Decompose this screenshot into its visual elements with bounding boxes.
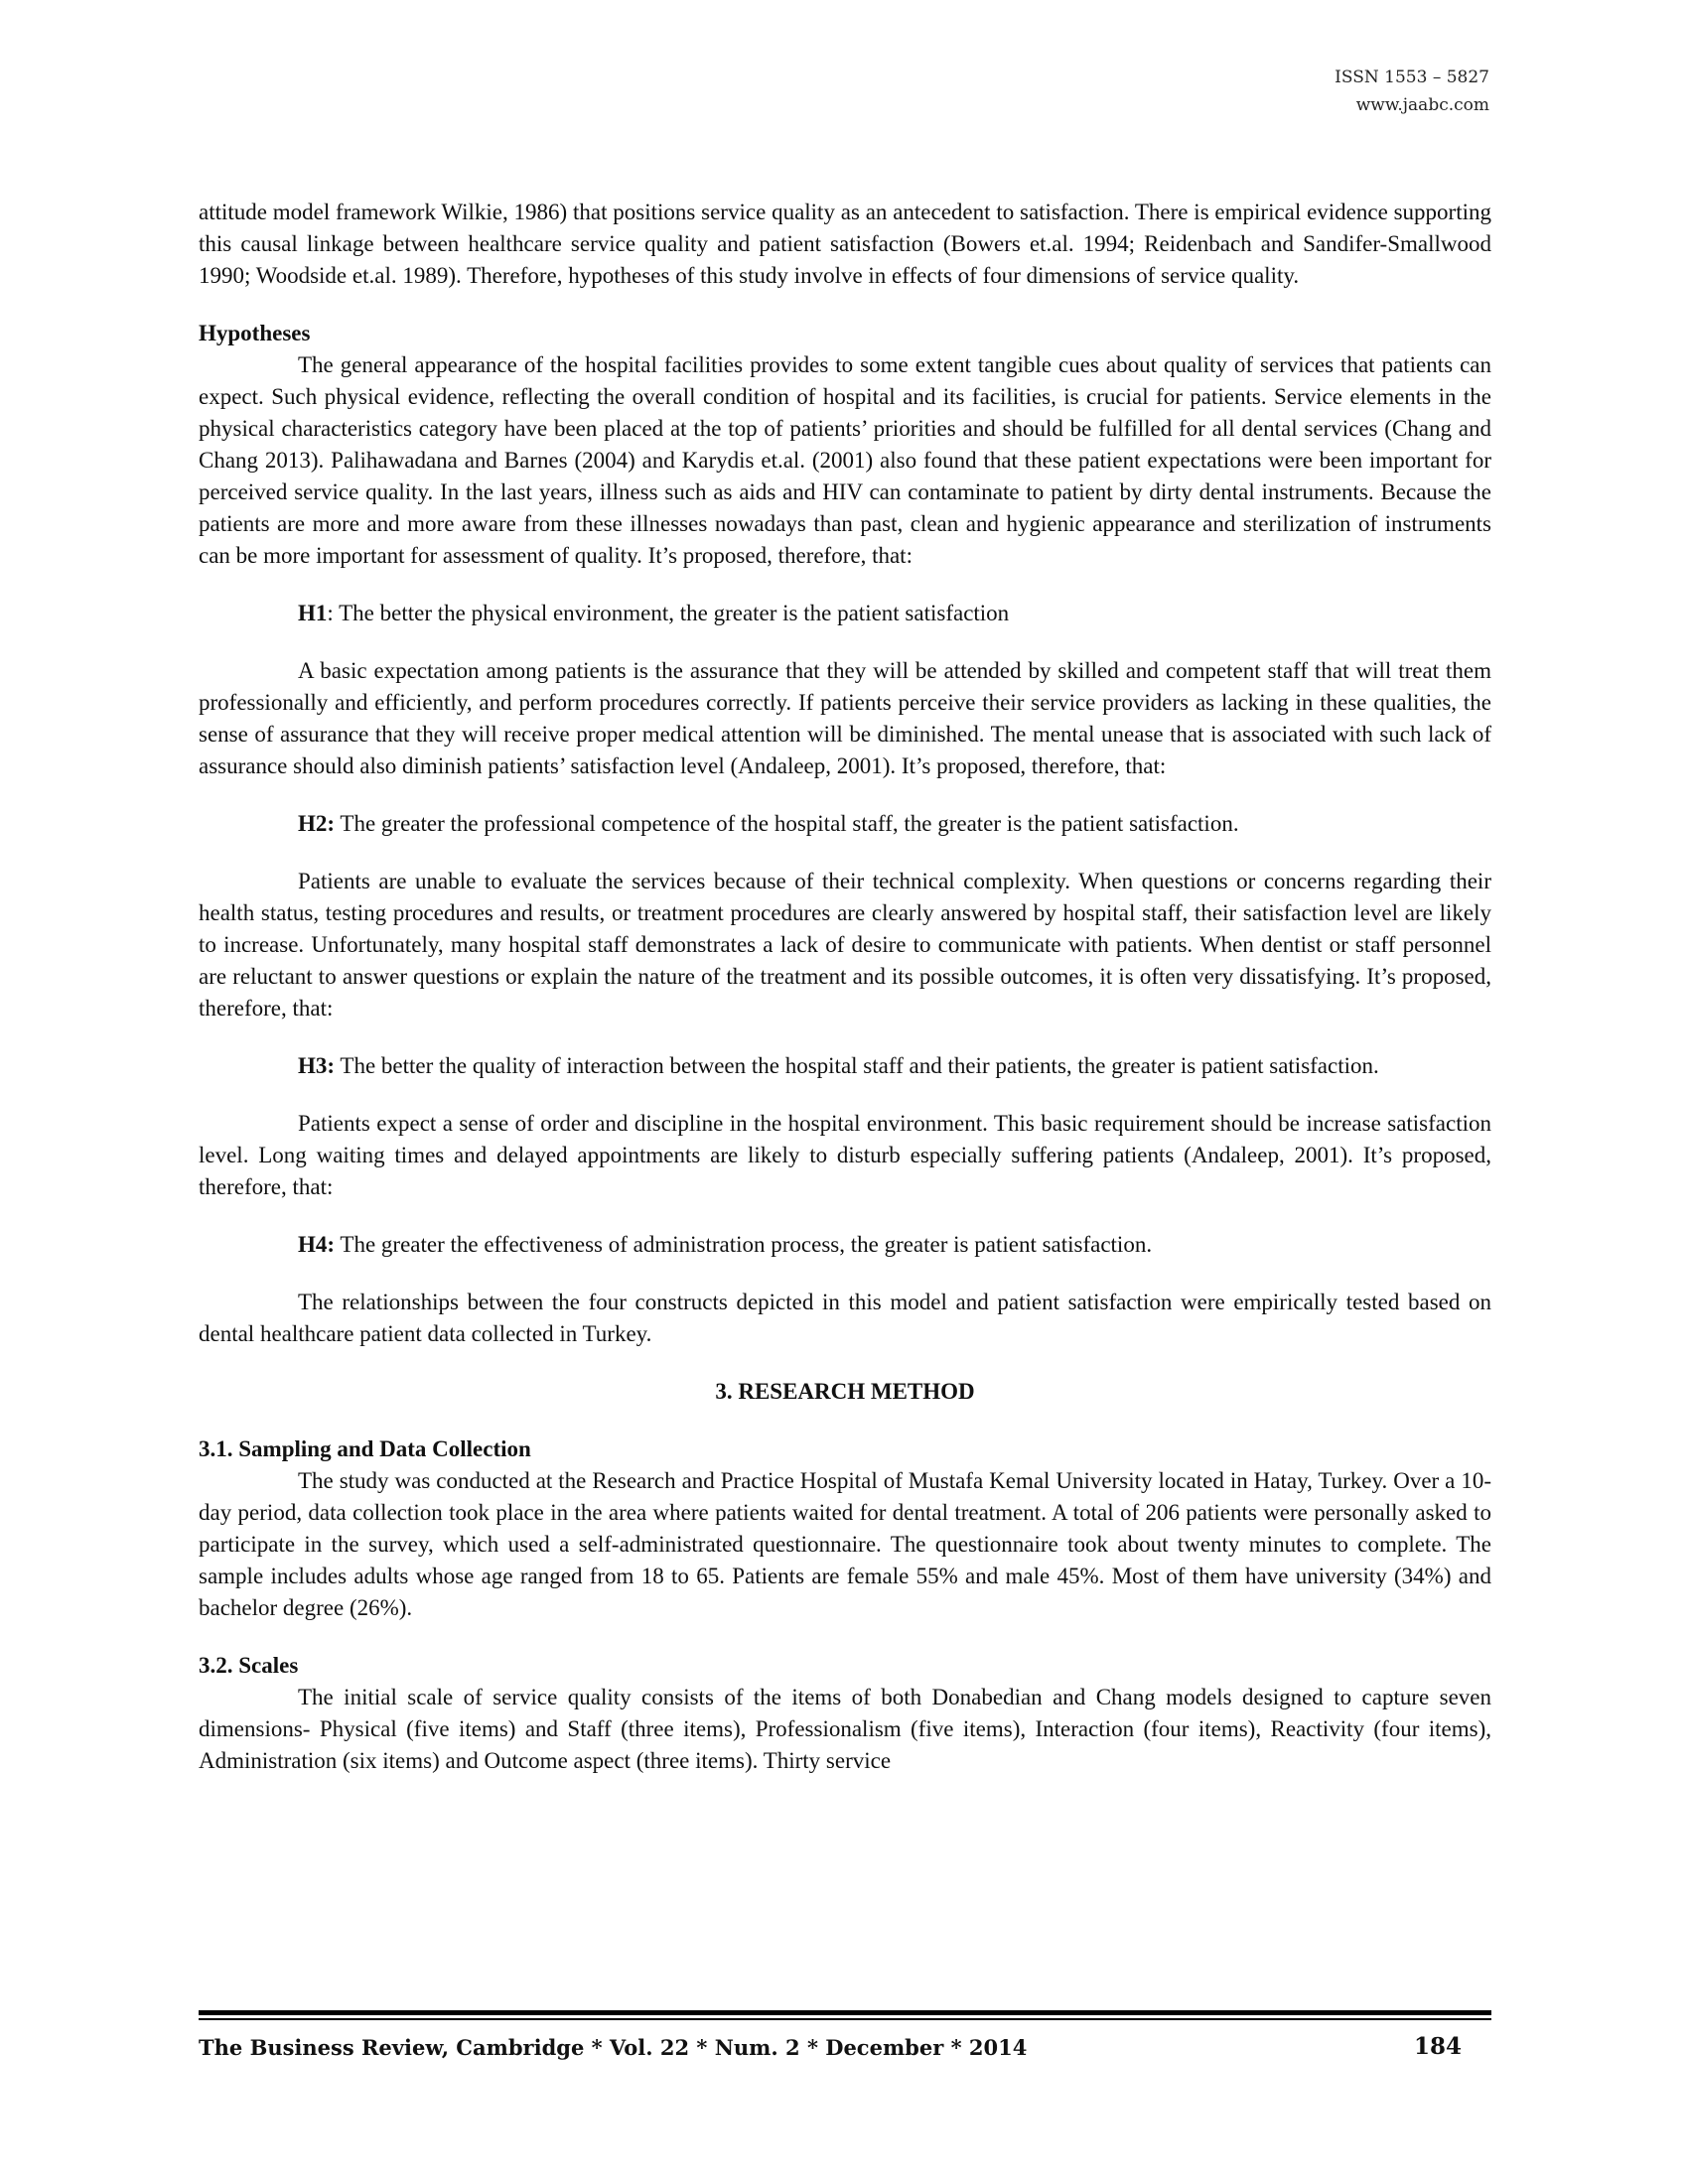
h3-text: The better the quality of interaction between the hospital staff and their patients, the greater is patient satisfaction. bbox=[335, 1053, 1379, 1078]
h4-intro-paragraph: Patients expect a sense of order and discipline in the hospital environment. This basic requirement should be increase satisfaction level. Long waiting times and delayed appointments are likely to disturb especially suffering patients (Andaleep, 2001). It’s proposed, therefore, that: bbox=[199, 1111, 1491, 1199]
footer-divider-thin bbox=[199, 2018, 1491, 2020]
page-body bbox=[199, 197, 1491, 1777]
h2-text: The greater the professional competence of the hospital staff, the greater is the patient satisfaction. bbox=[335, 811, 1239, 836]
subsection-heading-scales: 3.2. Scales bbox=[199, 1653, 299, 1678]
intro-paragraph: attitude model framework Wilkie, 1986) that positions service quality as an antecedent to satisfaction. There is empirical evidence supporting this causal linkage between healthcare service quality and patient satisfaction (Bowers et.al. 1994; Reidenbach and Sandifer-Smallwood 1990; Woodside et.al. 1989). Therefore, hypotheses of this study involve in effects of four dimensions of service quality. bbox=[199, 200, 1491, 288]
hypotheses-heading: Hypotheses bbox=[199, 321, 311, 345]
h3-intro-paragraph: Patients are unable to evaluate the services because of their technical complexity. When questions or concerns regarding their health status, testing procedures and results, or treatment procedures are clearly answered by hospital staff, their satisfaction level are likely to increase. Unfortunately, many hospital staff demonstrates a lack of desire to communicate with patients. When dentist or staff personnel are reluctant to answer questions or explain the nature of the treatment and its possible outcomes, it is often very dissatisfying. It’s proposed, therefore, that: bbox=[199, 869, 1491, 1021]
hypothesis-h2 bbox=[298, 808, 1491, 840]
h2-label: H2: bbox=[298, 811, 336, 836]
h2-intro-paragraph: A basic expectation among patients is the assurance that they will be attended by skilled and competent staff that will treat them professionally and efficiently, and perform procedures correctly. If patients perceive their service providers as lacking in these qualities, the sense of assurance that they will receive proper medical attention will be diminished. The mental unease that is associated with such lack of assurance should also diminish patients’ satisfaction level (Andaleep, 2001). It’s proposed, therefore, that: bbox=[199, 658, 1491, 778]
footer-page-number: 184 bbox=[1413, 2033, 1462, 2060]
issn-label: ISSN 1553 – 5827 bbox=[1335, 68, 1489, 87]
h4-label: H4: bbox=[298, 1232, 336, 1257]
journal-header bbox=[1335, 64, 1489, 119]
h3-label: H3: bbox=[298, 1053, 336, 1078]
section-heading-research-method: 3. RESEARCH METHOD bbox=[715, 1379, 975, 1404]
h4-text: The greater the effectiveness of administration process, the greater is patient satisfaction. bbox=[335, 1232, 1153, 1257]
hypothesis-h1 bbox=[298, 598, 1491, 629]
footer-journal-citation: The Business Review, Cambridge * Vol. 22 * Num. 2 * December * 2014 bbox=[199, 2035, 1028, 2060]
h1-label: H1 bbox=[298, 601, 328, 625]
scales-paragraph: The initial scale of service quality consists of the items of both Donabedian and Chang models designed to capture seven dimensions- Physical (five items) and Staff (three items), Professionalism (five items), Interaction (four items), Reactivity (four items), Administration (six items) and Outcome aspect (three items). Thirty service bbox=[199, 1685, 1491, 1773]
h1-text: : The better the physical environment, the greater is the patient satisfaction bbox=[327, 601, 1010, 625]
hypothesis-h3 bbox=[298, 1050, 1491, 1082]
hypothesis-h4 bbox=[298, 1229, 1491, 1261]
relationships-paragraph: The relationships between the four constructs depicted in this model and patient satisfaction were empirically tested based on dental healthcare patient data collected in Turkey. bbox=[199, 1290, 1491, 1346]
sampling-paragraph: The study was conducted at the Research and Practice Hospital of Mustafa Kemal University located in Hatay, Turkey. Over a 10-day period, data collection took place in the area where patients waited for dental treatment. A total of 206 patients were personally asked to participate in the survey, which used a self-administrated questionnaire. The questionnaire took about twenty minutes to complete. The sample includes adults whose age ranged from 18 to 65. Patients are female 55% and male 45%. Most of them have university (34%) and bachelor degree (26%). bbox=[199, 1468, 1491, 1620]
h1-intro-paragraph: The general appearance of the hospital facilities provides to some extent tangible cues about quality of services that patients can expect. Such physical evidence, reflecting the overall condition of hospital and its facilities, is crucial for patients. Service elements in the physical characteristics category have been placed at the top of patients’ priorities and should be fulfilled for all dental services (Chang and Chang 2013). Palihawadana and Barnes (2004) and Karydis et.al. (2001) also found that these patient expectations were been important for perceived service quality. In the last years, illness such as aids and HIV can contaminate to patient by dirty dental instruments. Because the patients are more and more aware from these illnesses nowadays than past, clean and hygienic appearance and sterilization of instruments can be more important for assessment of quality. It’s proposed, therefore, that: bbox=[199, 352, 1491, 568]
footer-divider-thick bbox=[199, 2010, 1491, 2015]
subsection-heading-sampling: 3.1. Sampling and Data Collection bbox=[199, 1436, 531, 1461]
website-label: www.jaabc.com bbox=[1355, 95, 1489, 115]
